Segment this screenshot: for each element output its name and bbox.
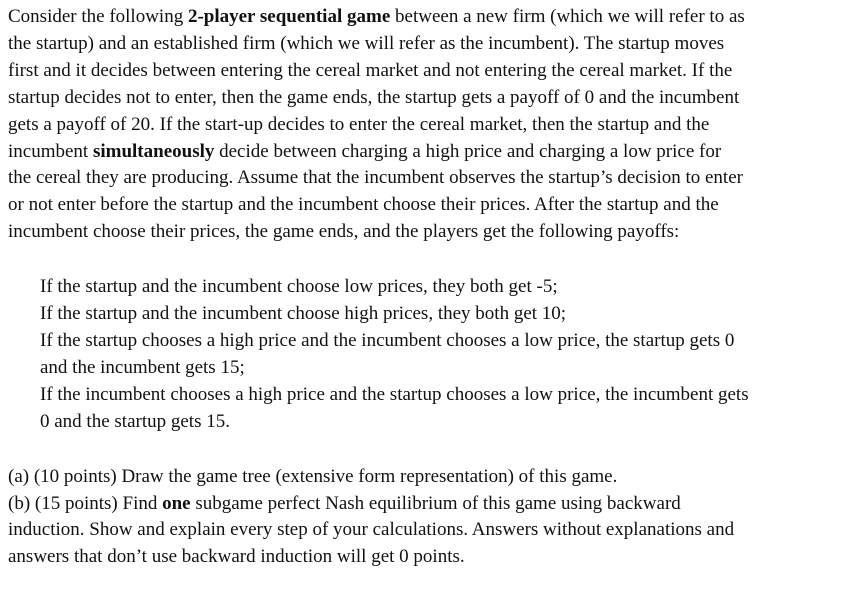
problem-document <box>8 4 858 571</box>
payoff-low-high-b: 0 and the startup gets 15. <box>40 410 230 432</box>
intro-paragraph <box>8 4 858 246</box>
question-b-line-3: answers that don’t use backward induction will get 0 points. <box>8 546 465 568</box>
payoff-low-low: If the startup and the incumbent choose low prices, they both get -5; <box>40 276 558 298</box>
intro-line-3: first and it decides between entering the cereal market and not entering the cereal market. If the <box>8 59 733 81</box>
intro-line-5: gets a payoff of 20. If the start-up decides to enter the cereal market, then the startup and the <box>8 113 710 135</box>
question-a: (a) (10 points) Draw the game tree (extensive form representation) of this game. <box>8 465 618 487</box>
payoff-high-high: If the startup and the incumbent choose high prices, they both get 10; <box>40 303 567 325</box>
intro-line-7: the cereal they are producing. Assume that the incumbent observes the startup’s decision to enter <box>8 167 743 189</box>
bold-phrase: simultaneously <box>92 140 215 162</box>
payoff-high-low-a: If the startup chooses a high price and the incumbent chooses a low price, the startup gets 0 <box>40 329 735 351</box>
payoff-list <box>8 274 858 435</box>
intro-line-6: incumbent simultaneously decide between charging a high price and charging a low price for <box>8 140 722 162</box>
intro-line-1: Consider the following 2-player sequential game between a new firm (which we will refer to as <box>8 6 745 27</box>
bold-phrase: 2-player sequential game <box>187 6 391 27</box>
intro-line-9: incumbent choose their prices, the game ends, and the players get the following payoffs: <box>8 221 680 243</box>
payoff-high-low-b: and the incumbent gets 15; <box>40 356 245 378</box>
intro-line-2: the startup) and an established firm (which we will refer as the incumbent). The startup moves <box>8 32 725 54</box>
intro-line-4: startup decides not to enter, then the game ends, the startup gets a payoff of 0 and the incumbent <box>8 86 740 108</box>
payoff-low-high-a: If the incumbent chooses a high price and the startup chooses a low price, the incumbent gets <box>40 383 749 405</box>
questions <box>8 464 858 572</box>
bold-phrase: one <box>162 492 191 514</box>
intro-line-8: or not enter before the startup and the incumbent choose their prices. After the startup and the <box>8 194 719 216</box>
question-b-line-2: induction. Show and explain every step of your calculations. Answers without explanations and <box>8 519 735 541</box>
question-b-line-1: (b) (15 points) Find one subgame perfect Nash equilibrium of this game using backward <box>8 492 681 514</box>
